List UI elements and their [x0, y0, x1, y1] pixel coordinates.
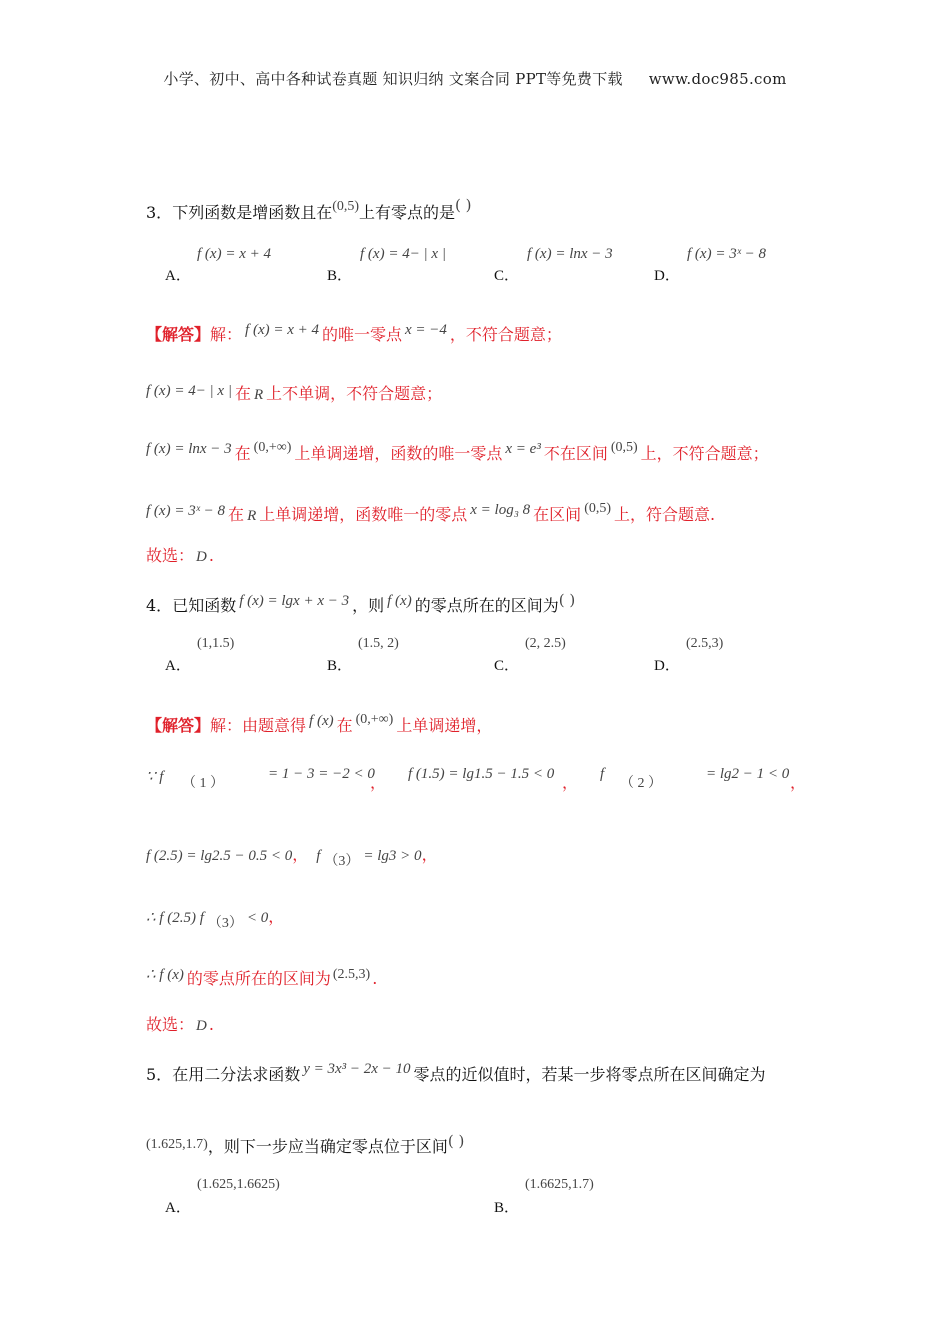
q3-solution-line4: f (x) = 3ˣ − 8 在 R 上单调递增，函数唯一的零点 x = log₃ 8 在区间 (0,5) 上，符合题意. — [146, 501, 716, 524]
q3-option-c-label[interactable]: C． — [494, 268, 520, 284]
q5-stem-line1: 5．在用二分法求函数 y = 3x³ − 2x − 10 零点的近似值时，若某一步将零点所在区间确定为 — [146, 1061, 766, 1084]
q3-solution-line2: f (x) = 4− | x | 在 R 上不单调，不符合题意； — [146, 383, 443, 403]
q4-option-b-value: (1.5, 2) — [358, 636, 399, 651]
q4-solution-tag: 【解答】 — [146, 716, 211, 735]
header-site: www.doc985.com — [648, 70, 787, 88]
q4-option-d-label[interactable]: D． — [654, 658, 680, 674]
q4-f15-expr: f (1.5) = lg1.5 − 1.5 < 0 — [408, 766, 555, 782]
q3-solution-tag: 【解答】 — [146, 325, 211, 344]
q5-answer-paren: ( ) — [447, 1132, 465, 1150]
q3-number: 3． — [146, 203, 173, 222]
page-header — [0, 68, 950, 89]
q5-option-b-value: (1.6625,1.7) — [525, 1177, 594, 1192]
q4-answer-paren: ( ) — [558, 591, 576, 609]
q3-option-d-label[interactable]: D． — [654, 268, 680, 284]
q3-solution-line1: 【解答】解： f (x) = x + 4 的唯一零点 x = −4 ，不符合题意； — [146, 322, 562, 344]
q3-interval: (0,5) — [332, 199, 360, 214]
q4-f2-paren: （ 2 ） — [620, 776, 662, 791]
q4-f1-expr: = 1 − 3 = −2 < 0 — [268, 766, 375, 782]
q3-option-c-formula: f (x) = lnx − 3 — [527, 246, 613, 262]
q3-answer: 故选： D . — [146, 546, 214, 565]
q4-solution-line4: ∴ f (2.5) f （3） < 0， — [146, 907, 285, 931]
q3-stem: 3．下列函数是增函数且在(0,5)上有零点的是( ) — [146, 196, 472, 222]
q5-number: 5． — [146, 1065, 173, 1084]
q4-option-d-value: (2.5,3) — [686, 636, 724, 651]
q4-number: 4． — [146, 596, 173, 615]
q5-stem-line2: (1.625,1.7)，则下一步应当确定零点位于区间( ) — [146, 1132, 465, 1156]
q4-answer: 故选： D . — [146, 1015, 214, 1034]
q4-option-c-value: (2, 2.5) — [525, 636, 566, 651]
header-text: 小学、初中、高中各种试卷真题 知识归纳 文案合同 PPT等免费下载 — [163, 70, 623, 88]
q4-option-a-label[interactable]: A． — [165, 658, 191, 674]
q3-option-a-formula: f (x) = x + 4 — [197, 246, 271, 262]
q4-option-c-label[interactable]: C． — [494, 658, 520, 674]
q4-option-a-value: (1,1.5) — [197, 636, 235, 651]
q3-option-a-label[interactable]: A． — [165, 268, 191, 284]
q4-f2-expr: = lg2 − 1 < 0 — [706, 766, 790, 782]
q4-solution-line1: 【解答】解：由题意得 f (x) 在 (0,+∞) 上单调递增， — [146, 712, 493, 735]
q5-interval: (1.625,1.7) — [146, 1137, 208, 1152]
q4-solution-line5: ∴ f (x) 的零点所在的区间为 (2.5,3) . — [146, 967, 378, 988]
q3-option-b-formula: f (x) = 4− | x | — [360, 246, 446, 262]
q4-stem: 4．已知函数 f (x) = lgx + x − 3 ，则 f (x) 的零点所在的区间为( ) — [146, 591, 576, 615]
q3-solution-line3: f (x) = lnx − 3 在 (0,+∞) 上单调递增，函数的唯一零点 x = e³ 不在区间 (0,5) 上，不符合题意； — [146, 440, 769, 463]
q3-answer-paren: ( ) — [455, 196, 472, 214]
q4-f1-paren: （ 1 ） — [182, 776, 224, 791]
q4-option-b-label[interactable]: B． — [327, 658, 353, 674]
q5-option-b-label[interactable]: B． — [494, 1200, 520, 1216]
q5-option-a-label[interactable]: A． — [165, 1200, 191, 1216]
q3-option-b-label[interactable]: B． — [327, 268, 353, 284]
q5-option-a-value: (1.625,1.6625) — [197, 1177, 280, 1192]
q4-solution-line3: f (2.5) = lg2.5 − 0.5 < 0， f （3） = lg3 > 0， — [146, 845, 438, 869]
q3-option-d-formula: f (x) = 3ˣ − 8 — [687, 246, 767, 262]
q4-solution-line2: ∵ f — [146, 769, 164, 785]
